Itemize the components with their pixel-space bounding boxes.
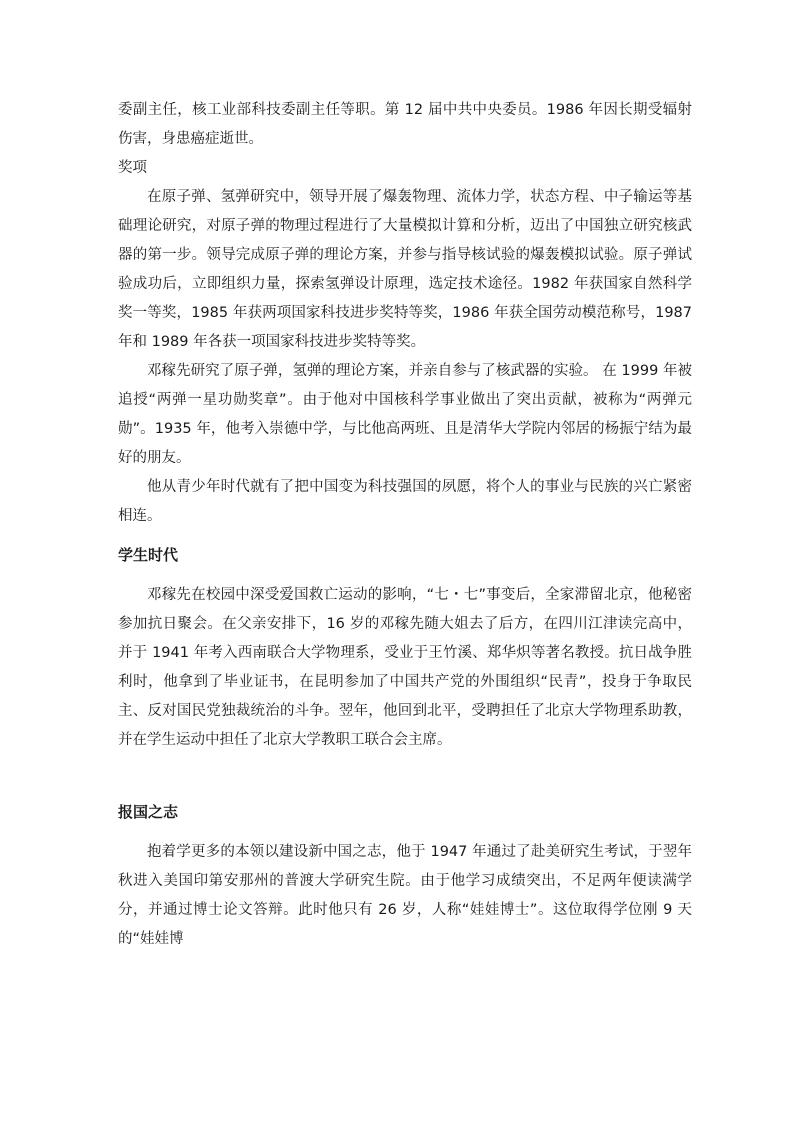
awards-paragraph-3: 他从青少年时代就有了把中国变为科技强国的夙愿，将个人的事业与民族的兴亡紧密相连。	[118, 479, 692, 524]
section-heading-student: 学生时代	[118, 546, 179, 564]
document-page	[118, 96, 692, 954]
section-heading-patriot: 报国之志	[118, 803, 179, 821]
student-paragraph: 邓稼先在校园中深受爱国救亡运动的影响，“七・七”事变后，全家滞留北京，他秘密参加抗日聚会。在父亲安排下，16 岁的邓稼先随大姐去了后方，在四川江津读完高中，并于 1941 年考入西南联合大学物理系，受业于王竹溪、郑华炽等著名教授。抗日战争胜利时，他拿到了毕业证书，在昆明参加了中国共产党的外围组织“民青”，投身于争取民主、反对国民党独裁统治的斗争。翌年，他回到北平，受聘担任了北京大学物理系助教，并在学生运动中担任了北京大学教职工联合会主席。	[118, 587, 692, 748]
awards-label: 奖项	[118, 160, 147, 176]
awards-paragraph-1: 在原子弹、氢弹研究中，领导开展了爆轰物理、流体力学，状态方程、中子输运等基础理论研究，对原子弹的物理过程进行了大量模拟计算和分析，迈出了中国独立研究核武器的第一步。领导完成原子弹的理论方案，并参与指导核试验的爆轰模拟试验。原子弹试验成功后，立即组织力量，探索氢弹设计原理，选定技术途径。1982 年获国家自然科学奖一等奖，1985 年获两项国家科技进步奖特等奖，1986 年获全国劳动模范称号，1987 年和 1989 年各获一项国家科技进步奖特等奖。	[118, 189, 692, 350]
patriot-paragraph: 抱着学更多的本领以建设新中国之志，他于 1947 年通过了赴美研究生考试，于翌年秋进入美国印第安那州的普渡大学研究生院。由于他学习成绩突出，不足两年便读满学分，并通过博士论文答辩。此时他只有 26 岁，人称“娃娃博士”。这位取得学位刚 9 天的“娃娃博	[118, 844, 692, 947]
intro-tail-paragraph: 委副主任，核工业部科技委副主任等职。第 12 届中共中央委员。1986 年因长期受辐射伤害，身患癌症逝世。	[118, 102, 692, 147]
awards-paragraph-2: 邓稼先研究了原子弹，氢弹的理论方案，并亲自参与了核武器的实验。 在 1999 年被追授“两弹一星功勋奖章”。由于他对中国核科学事业做出了突出贡献，被称为“两弹元勋”。1935 年，他考入崇德中学，与比他高两班、且是清华大学院内邻居的杨振宁结为最好的朋友。	[118, 363, 692, 466]
